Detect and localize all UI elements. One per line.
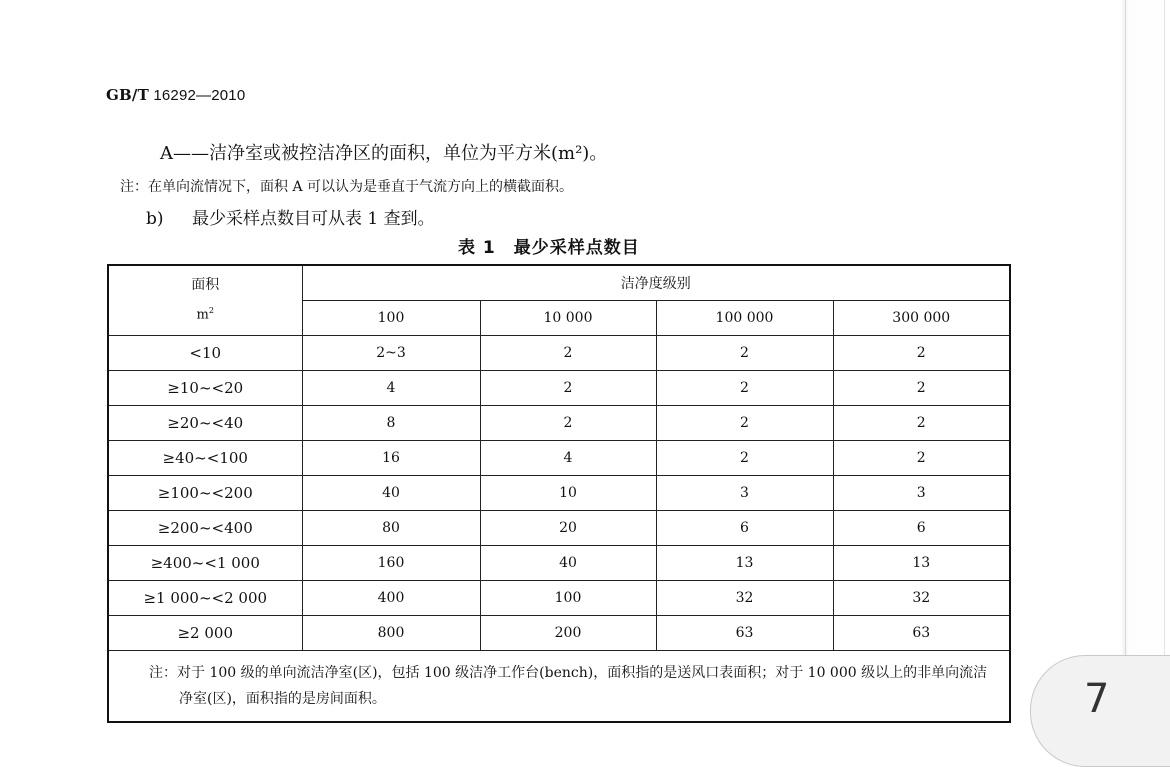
sample-count-cell: 63 bbox=[833, 616, 1010, 651]
table-row bbox=[108, 616, 1010, 651]
item-b-label: b) bbox=[146, 209, 164, 229]
table-row bbox=[108, 546, 1010, 581]
area-unit: $m^2$ bbox=[196, 306, 214, 323]
sample-count-cell: 3 bbox=[656, 476, 833, 511]
area-range-cell: ≥2 000 bbox=[108, 616, 302, 651]
sample-count-cell: 2 bbox=[480, 336, 656, 371]
area-range-cell: ≥40~<100 bbox=[108, 441, 302, 476]
table-row bbox=[108, 336, 1010, 371]
class-column-header: 100 000 bbox=[656, 301, 833, 336]
standard-number: 16292—2010 bbox=[153, 87, 246, 104]
sample-count-cell: 100 bbox=[480, 581, 656, 616]
sample-count-cell: 2 bbox=[480, 371, 656, 406]
sample-count-cell: 4 bbox=[302, 371, 480, 406]
sample-count-cell: 40 bbox=[480, 546, 656, 581]
class-column-header: 300 000 bbox=[833, 301, 1010, 336]
sample-count-cell: 32 bbox=[656, 581, 833, 616]
sample-count-cell: 400 bbox=[302, 581, 480, 616]
page-edge-line bbox=[1125, 0, 1126, 736]
standard-code bbox=[106, 86, 245, 104]
table-row bbox=[108, 371, 1010, 406]
sample-count-cell: 80 bbox=[302, 511, 480, 546]
sample-count-cell: 6 bbox=[656, 511, 833, 546]
sample-count-cell: 13 bbox=[833, 546, 1010, 581]
sample-count-cell: 2 bbox=[833, 441, 1010, 476]
table-row bbox=[108, 476, 1010, 511]
item-b-text: 最少采样点数目可从表 1 查到。 bbox=[192, 209, 435, 229]
area-header-cell bbox=[108, 265, 302, 336]
sample-count-cell: 2 bbox=[833, 336, 1010, 371]
table-row bbox=[108, 441, 1010, 476]
area-range-cell: ≥20~<40 bbox=[108, 406, 302, 441]
sample-count-cell: 6 bbox=[833, 511, 1010, 546]
class-column-header: 10 000 bbox=[480, 301, 656, 336]
sample-count-cell: 2 bbox=[656, 441, 833, 476]
table-footnote-cell bbox=[108, 651, 1010, 723]
area-range-cell: ≥400~<1 000 bbox=[108, 546, 302, 581]
page-edge-shadow bbox=[1121, 0, 1170, 736]
sample-count-cell: 16 bbox=[302, 441, 480, 476]
sample-count-cell: 2 bbox=[833, 406, 1010, 441]
table-row bbox=[108, 581, 1010, 616]
sample-count-cell: 2 bbox=[656, 406, 833, 441]
sample-count-cell: 2 bbox=[480, 406, 656, 441]
class-column-header: 100 bbox=[302, 301, 480, 336]
sample-count-cell: 3 bbox=[833, 476, 1010, 511]
area-range-cell: ≥10~<20 bbox=[108, 371, 302, 406]
table-body bbox=[108, 336, 1010, 651]
note-line: 注：在单向流情况下，面积 A 可以认为是垂直于气流方向上的横截面积。 bbox=[120, 179, 574, 195]
class-header: 洁净度级别 bbox=[302, 265, 1010, 301]
sample-count-cell: 10 bbox=[480, 476, 656, 511]
area-header: 面积 bbox=[191, 277, 220, 294]
table-title: 表 1 最少采样点数目 bbox=[458, 238, 640, 258]
sample-count-cell: 63 bbox=[656, 616, 833, 651]
area-range-cell: ≥100~<200 bbox=[108, 476, 302, 511]
area-range-cell: ≥200~<400 bbox=[108, 511, 302, 546]
item-b bbox=[146, 204, 435, 229]
standard-prefix: GB/T bbox=[106, 86, 149, 104]
definition-line: A——洁净室或被控洁净区的面积，单位为平方米(m²)。 bbox=[160, 143, 608, 164]
area-range-cell: <10 bbox=[108, 336, 302, 371]
sample-count-cell: 32 bbox=[833, 581, 1010, 616]
sample-count-cell: 2~3 bbox=[302, 336, 480, 371]
sample-count-cell: 13 bbox=[656, 546, 833, 581]
sample-count-cell: 4 bbox=[480, 441, 656, 476]
sample-count-cell: 800 bbox=[302, 616, 480, 651]
sampling-points-table bbox=[107, 264, 1011, 723]
page-number: 7 bbox=[1084, 676, 1110, 722]
sample-count-cell: 2 bbox=[656, 336, 833, 371]
table-row bbox=[108, 406, 1010, 441]
sample-count-cell: 2 bbox=[833, 371, 1010, 406]
sample-count-cell: 160 bbox=[302, 546, 480, 581]
area-range-cell: ≥1 000~<2 000 bbox=[108, 581, 302, 616]
sample-count-cell: 20 bbox=[480, 511, 656, 546]
table-footnote: 注：对于 100 级的单向流洁净室(区)，包括 100 级洁净工作台(bench)，面积指的是送风口表面积；对于 10 000 级以上的非单向流洁净室(区)，面积指的是房间面积。 bbox=[149, 665, 988, 707]
sample-count-cell: 40 bbox=[302, 476, 480, 511]
table-row bbox=[108, 511, 1010, 546]
page-edge-line-outer bbox=[1164, 0, 1165, 736]
sample-count-cell: 8 bbox=[302, 406, 480, 441]
sample-count-cell: 200 bbox=[480, 616, 656, 651]
sample-count-cell: 2 bbox=[656, 371, 833, 406]
